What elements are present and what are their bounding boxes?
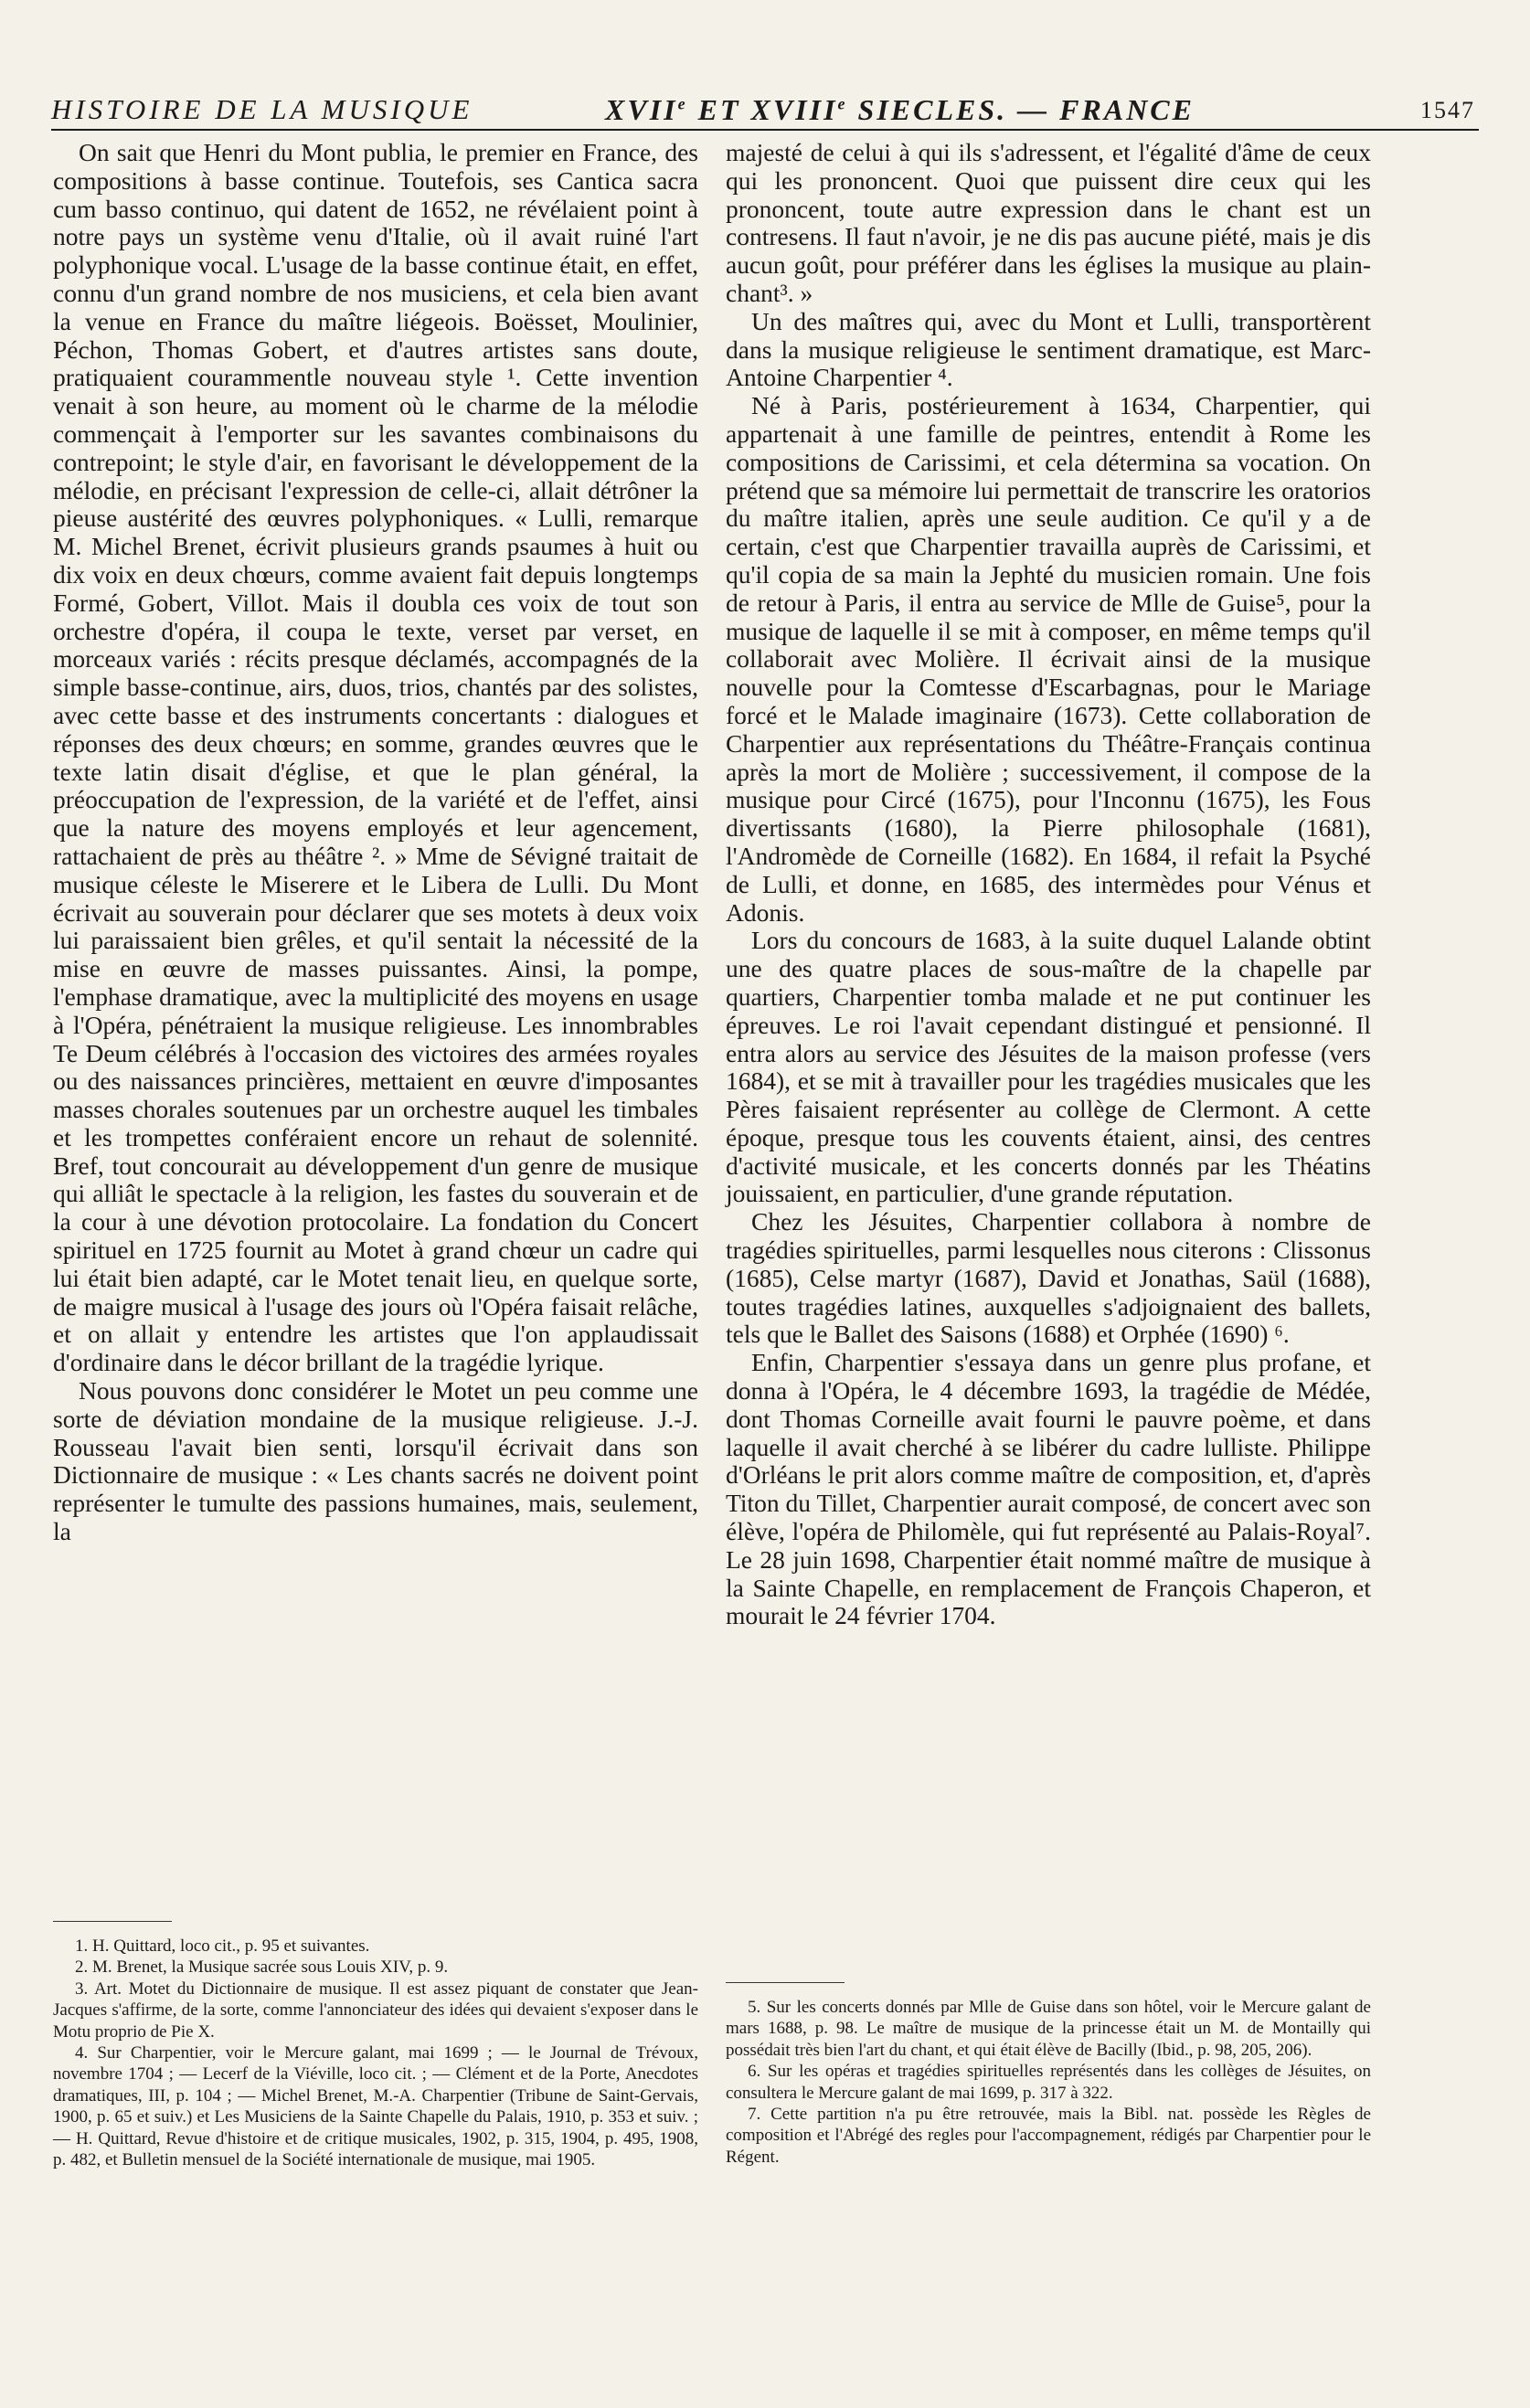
paragraph: Né à Paris, postérieurement à 1634, Charpentier, qui appartenait à une famille de peintres, entendit à Rome les compositions de Carissimi, et cela détermina sa vocation. On prétend que sa mémoire lui permettait de transcrire les oratorios du maître italien, après une seule audition. Ce qu'il y a de certain, c'est que Charpentier travailla auprès de Carissimi, et qu'il copia de sa main la Jephté du musicien romain. Une fois de retour à Paris, il entra au service de Mlle de Guise⁵, pour la musique de laquelle il se mit à composer, en même temps qu'il collaborait avec Molière. Il écrivait ainsi de la musique nouvelle pour la Comtesse d'Escarbagnas, pour le Mariage forcé et le Malade imaginaire (1673). Cette collaboration de Charpentier aux représentations du Théâtre-Français continua après la mort de Molière ; successivement, il compose de la musique pour Circé (1675), pour l'Inconnu (1675), les Fous divertissants (1680), la Pierre philosophale (1681), l'Andromède de Corneille (1682). En 1684, il refait la Psyché de Lulli, et donne, en 1685, des intermèdes pour Vénus et Adonis. <box>726 391 1371 927</box>
footnote: 6. Sur les opéras et tragédies spirituelles représentés dans les collèges de Jésuites, on consultera le Mercure galant de mai 1699, p. 317 à 322. <box>726 2062 1371 2103</box>
header-rule <box>51 129 1479 131</box>
running-title-center <box>605 93 1195 127</box>
paragraph: majesté de celui à qui ils s'adressent, et l'égalité d'âme de ceux qui les prononcent. Quoi que puissent dire ceux qui les prononcent, toute autre expression dans le chant est un contresens. Il faut n'avoir, je ne dis pas aucune piété, mais je dis aucun goût, pour préférer dans les églises la musique au plain-chant³. » <box>726 138 1371 307</box>
title-sup-2: e <box>837 94 848 113</box>
paragraph: On sait que Henri du Mont publia, le premier en France, des compositions à basse continue. Toutefois, ses Cantica sacra cum basso continuo, qui datent de 1652, ne révélaient point à notre pays un système venu d'Italie, où il avait ruiné l'art polyphonique vocal. L'usage de la basse continue était, en effet, connu d'un grand nombre de nos musiciens, et cela bien avant la venue en France du maître liégeois. Boësset, Moulinier, Péchon, Thomas Gobert, et d'autres artistes sans doute, pratiquaient courammentle nouveau style ¹. Cette invention venait à son heure, au moment où le charme de la mélodie commençait à l'emporter sur les savantes combinaisons du contrepoint; le style d'air, en favorisant le développement de la mélodie, en précisant l'expression de celle-ci, allait détrôner la pieuse austérité des œuvres polyphoniques. « Lulli, remarque M. Michel Brenet, écrivit plusieurs grands psaumes à huit ou dix voix en deux chœurs, comme avaient fait depuis longtemps Formé, Gobert, Villot. Mais il doubla ces voix de tout son orchestre d'opéra, il coupa le texte, verset par verset, en morceaux variés : récits presque déclamés, accompagnés de la simple basse-continue, airs, duos, trios, chantés par des solistes, avec cette basse et des instruments concertants : dialogues et réponses des deux chœurs; en somme, grandes œuvres que le texte latin disait d'église, et que le plan général, la préoccupation de l'expression, de la variété et de l'effet, ainsi que la nature des moyens employés et leur agencement, rattachaient de près au théâtre ². » Mme de Sévigné traitait de musique céleste le Miserere et le Libera de Lulli. Du Mont écrivait au souverain pour déclarer que ses motets à deux voix lui paraissaient bien grêles, et qu'il sentait la nécessité de la mise en œuvre de masses puissantes. Ainsi, la pompe, l'emphase dramatique, avec la multiplicité des moyens en usage à l'Opéra, pénétraient la musique religieuse. Les innombrables Te Deum célébrés à l'occasion des victoires des armées royales ou des naissances princières, mettaient en œuvre d'imposantes masses chorales soutenues par un orchestre auquel les timbales et les trompettes conféraient encore un rehaut de solennité. Bref, tout concourait au développement d'un genre de musique qui alliât le spectacle à la religion, les fastes du souverain et de la cour à une dévotion protocolaire. La fondation du Concert spirituel en 1725 fournit au Motet à grand chœur un cadre qui lui était bien adapté, car le Motet tenait lieu, en quelque sorte, de maigre musical à l'usage des jours où l'Opéra faisait relâche, et on allait y entendre les artistes que l'on applaudissait d'ordinaire dans le décor brillant de la tragédie lyrique. <box>53 138 698 1377</box>
footnote: 3. Art. Motet du Dictionnaire de musique. Il est assez piquant de constater que Jean-Jacques s'affirme, de la sorte, comme l'annonciateur des idées qui devaient s'exposer dans le Motu proprio de Pie X. <box>53 1978 698 2042</box>
left-column <box>53 139 698 1546</box>
footnote: 4. Sur Charpentier, voir le Mercure galant, mai 1699 ; — le Journal de Trévoux, novembre 1704 ; — Lecerf de la Viéville, loco cit. ; — Clément et de la Porte, Anecdotes dramatiques, III, p. 104 ; — Michel Brenet, M.-A. Charpentier (Tribune de Saint-Gervais, 1900, p. 65 et suiv.) et Les Musiciens de la Sainte Chapelle du Palais, 1910, p. 353 et suiv. ; — H. Quittard, Revue d'histoire et de critique musicales, 1902, p. 315, 1904, p. 495, 1908, p. 482, et Bulletin mensuel de la Société internationale de musique, mai 1905. <box>53 2043 698 2170</box>
running-title-left: HISTOIRE DE LA MUSIQUE <box>51 93 473 125</box>
left-footnotes <box>53 1936 698 2170</box>
footnote-rule <box>726 1982 845 1983</box>
footnote: 5. Sur les concerts donnés par Mlle de Guise dans son hôtel, voir le Mercure galant de mars 1688, p. 98. Le maître de musique de la princesse était un M. de Montailly qui possédait très bien l'art du chant, et qui était élève de Bacilly (Ibid., p. 98, 205, 206). <box>726 1998 1371 2060</box>
paragraph: Un des maîtres qui, avec du Mont et Lulli, transportèrent dans la musique religieuse le sentiment dramatique, est Marc-Antoine Charpentier ⁴. <box>726 306 1371 392</box>
footnote-rule <box>53 1921 172 1922</box>
footnote: 1. H. Quittard, loco cit., p. 95 et suivantes. <box>75 1936 370 1956</box>
paragraph: Enfin, Charpentier s'essaya dans un genre plus profane, et donna à l'Opéra, le 4 décembre 1693, la tragédie de Médée, dont Thomas Corneille avait fourni le pauvre poème, et dans laquelle il avait cherché à se libérer du cadre lulliste. Philippe d'Orléans le prit alors comme maître de composition, et, d'après Titon du Tillet, Charpentier aurait composé, de concert avec son élève, l'opéra de Philomèle, qui fut représenté au Palais-Royal⁷. Le 28 juin 1698, Charpentier était nommé maître de musique à la Sainte Chapelle, en remplacement de François Chaperon, et mourait le 24 février 1704. <box>726 1348 1371 1630</box>
footnote: 7. Cette partition n'a pu être retrouvée, mais la Bibl. nat. possède les Règles de composition et l'Abrégé des regles pour l'accompagnement, rédigés par Charpentier pour le Régent. <box>726 2105 1371 2167</box>
right-column <box>726 139 1371 1630</box>
paragraph: Lors du concours de 1683, à la suite duquel Lalande obtint une des quatre places de sous-maître de la chapelle par quartiers, Charpentier tomba malade et ne put continuer les épreuves. Le roi l'avait cependant distingué et pensionné. Il entra alors au service des Jésuites de la maison professe (vers 1684), et se mit à travailler pour les tragédies musicales que les Pères faisaient représenter au collège de Clermont. A cette époque, presque tous les couvents étaient, ainsi, des centres d'activité musicale, et les concerts donnés par les Théatins jouissaient, en particulier, d'une grande réputation. <box>726 926 1371 1208</box>
title-part-1: XVII <box>605 93 678 126</box>
page-number: 1547 <box>1420 97 1475 123</box>
footnote: 2. M. Brenet, la Musique sacrée sous Louis XIV, p. 9. <box>75 1957 449 1978</box>
paragraph: Chez les Jésuites, Charpentier collabora à nombre de tragédies spirituelles, parmi lesquelles nous citerons : Clissonus (1685), Celse martyr (1687), David et Jonathas, Saül (1688), toutes tragédies latines, auxquelles s'adjoignaient des ballets, tels que le Ballet des Saisons (1688) et Orphée (1690) ⁶. <box>726 1207 1371 1349</box>
title-sup-1: e <box>677 94 688 113</box>
title-part-2: ET XVIII <box>687 93 838 126</box>
paragraph: Nous pouvons donc considérer le Motet un peu comme une sorte de déviation mondaine de la musique religieuse. J.-J. Rousseau l'avait bien senti, lorsqu'il écrivait dans son Dictionnaire de musique : « Les chants sacrés ne doivent point représenter le tumulte des passions humaines, mais, seulement, la <box>53 1376 698 1546</box>
title-part-3: SIECLES. — FRANCE <box>847 93 1195 126</box>
running-header <box>51 90 1479 133</box>
right-footnotes <box>726 1997 1371 2168</box>
